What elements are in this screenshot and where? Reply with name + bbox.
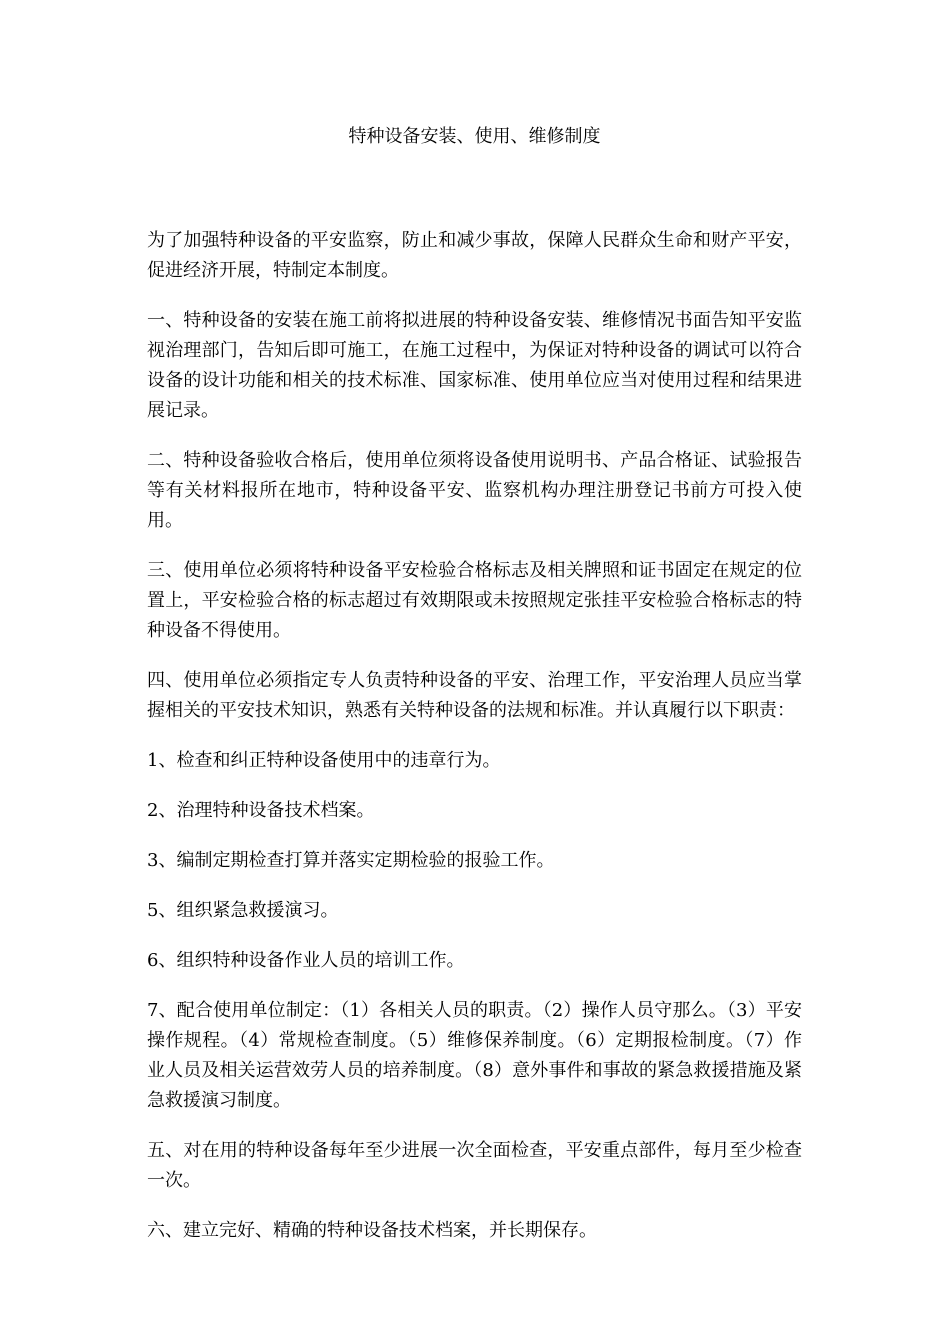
paragraph-section-4: 四、使用单位必须指定专人负责特种设备的平安、治理工作，平安治理人员应当掌握相关的平安技术知识，熟悉有关特种设备的法规和标准。并认真履行以下职责： — [147, 670, 802, 721]
duty-item-1: 1、检查和纠正特种设备使用中的违章行为。 — [147, 750, 501, 771]
duty-item-3: 3、编制定期检查打算并落实定期检验的报验工作。 — [147, 850, 555, 871]
paragraph-section-3: 三、使用单位必须将特种设备平安检验合格标志及相关牌照和证书固定在规定的位置上，平安检验合格的标志超过有效期限或未按照规定张挂平安检验合格标志的特种设备不得使用。 — [147, 560, 802, 641]
duty-item-2: 2、治理特种设备技术档案。 — [147, 800, 375, 821]
duty-item-5: 5、组织紧急救援演习。 — [147, 900, 339, 921]
paragraph-section-2: 二、特种设备验收合格后，使用单位须将设备使用说明书、产品合格证、试验报告等有关材料报所在地市，特种设备平安、监察机构办理注册登记书前方可投入使用。 — [147, 450, 802, 531]
document-title: 特种设备安装、使用、维修制度 — [348, 126, 601, 147]
duty-item-7: 7、配合使用单位制定：（1）各相关人员的职责。（2）操作人员守那么。（3）平安操作规程。（4）常规检查制度。（5）维修保养制度。（6）定期报检制度。（7）作业人员及相关运营效劳人员的培养制度。（8）意外事件和事故的紧急救援措施及紧急救援演习制度。 — [147, 1000, 802, 1111]
document-page — [147, 122, 802, 1266]
paragraph-section-5: 五、对在用的特种设备每年至少进展一次全面检查，平安重点部件，每月至少检查一次。 — [147, 1140, 802, 1191]
paragraph-section-1: 一、特种设备的安装在施工前将拟进展的特种设备安装、维修情况书面告知平安监视治理部门，告知后即可施工，在施工过程中，为保证对特种设备的调试可以符合设备的设计功能和相关的技术标准、国家标准、使用单位应当对使用过程和结果进展记录。 — [147, 310, 802, 421]
duty-item-6: 6、组织特种设备作业人员的培训工作。 — [147, 950, 465, 971]
paragraph-section-6: 六、建立完好、精确的特种设备技术档案，并长期保存。 — [147, 1220, 597, 1241]
paragraph-intro: 为了加强特种设备的平安监察，防止和减少事故，保障人民群众生命和财产平安，促进经济开展，特制定本制度。 — [147, 230, 802, 281]
